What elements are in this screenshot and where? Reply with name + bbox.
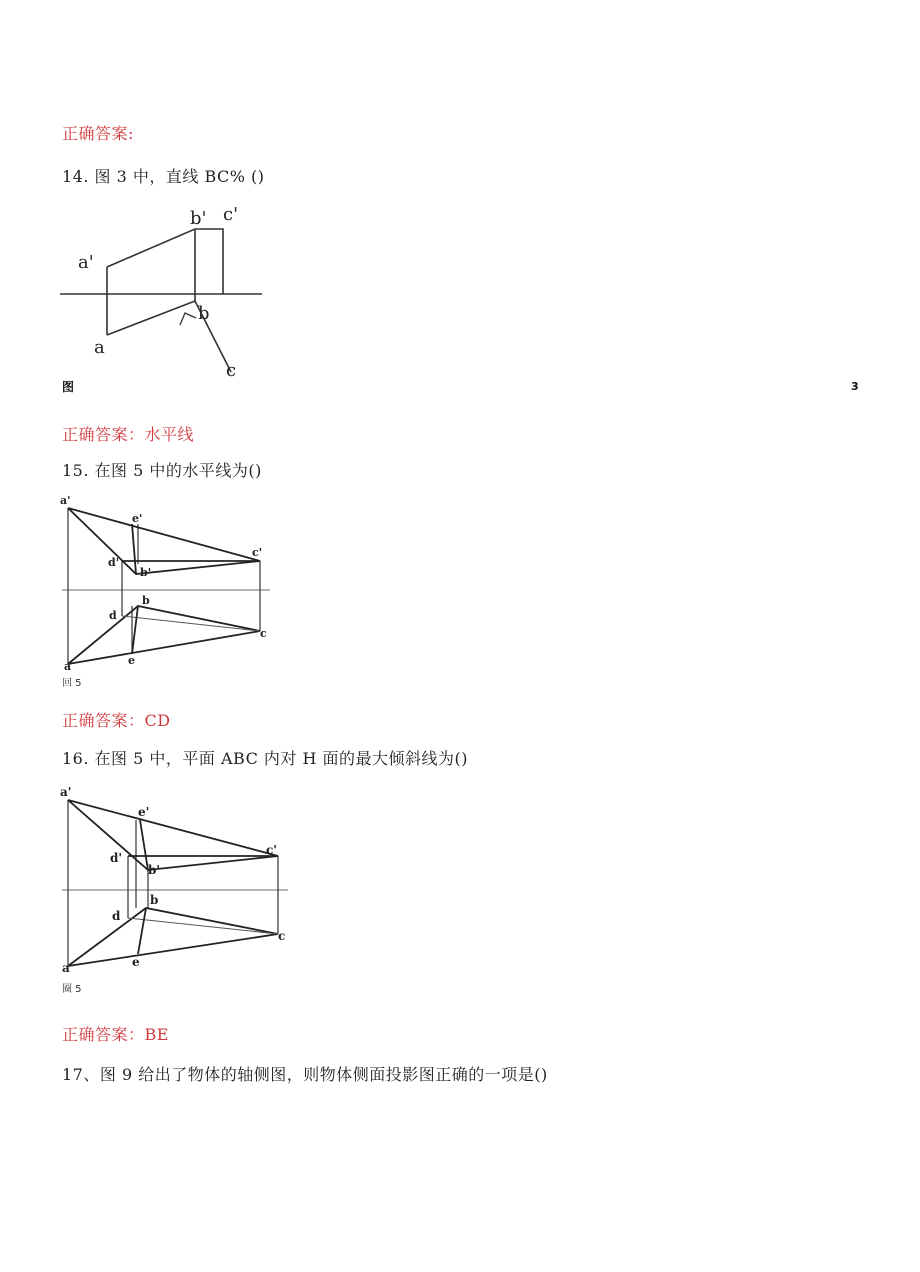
label-b: b: [150, 893, 159, 907]
label-d-prime: d': [108, 556, 120, 569]
line-be-vertical: [140, 820, 148, 870]
question-15: 15. 在图 5 中的水平线为(): [62, 461, 262, 480]
label-c-prime: c': [252, 546, 263, 559]
figure-5-q15: [56, 494, 276, 672]
label-d: d: [112, 909, 121, 923]
label-a: a: [62, 961, 70, 974]
question-17: 17、图 9 给出了物体的轴侧图，则物体侧面投影图正确的一项是(): [62, 1065, 548, 1084]
label-d-prime: d': [110, 851, 123, 865]
line-be-horizontal: [138, 908, 146, 954]
label-b-prime: b': [148, 863, 161, 877]
label-b: b: [198, 303, 210, 324]
right-angle-mark: [180, 313, 196, 325]
label-a-prime: a': [78, 252, 94, 273]
triangle-abc-vertical: [68, 508, 263, 574]
line-dc-horizontal: [122, 616, 260, 631]
triangle-abc-horizontal: [68, 908, 278, 966]
label-c: c: [260, 627, 267, 640]
label-e-prime: e': [138, 805, 150, 819]
label-e-prime: e': [132, 512, 143, 525]
label-e: e: [132, 955, 140, 969]
figure-5-q15-caption: 回 5: [62, 678, 82, 689]
figure-5-q16-caption: 圈 5: [62, 984, 82, 995]
line-be-vertical: [132, 524, 136, 574]
horizontal-projection: [107, 301, 231, 372]
figure-3-drawing: [56, 200, 276, 378]
label-c: c: [226, 360, 237, 378]
label-c-prime: c': [223, 204, 239, 225]
line-be-horizontal: [132, 606, 138, 654]
figure-3-caption-left: 图: [62, 380, 75, 394]
figure-3: [56, 200, 276, 378]
line-dc-horizontal: [128, 918, 278, 934]
figure-5-q16: [58, 784, 298, 974]
vertical-projection: [107, 229, 223, 294]
answer-16: 正确答案：BE: [62, 1025, 169, 1044]
figure-3-caption-right: 3: [851, 380, 859, 393]
label-a-prime: a': [60, 785, 72, 799]
question-16: 16. 在图 5 中，平面 ABC 内对 H 面的最大倾斜线为(): [62, 749, 469, 768]
question-14: 14. 图 3 中，直线 BC% (): [62, 167, 265, 186]
label-d: d: [109, 609, 117, 622]
label-b-prime: b': [190, 208, 207, 229]
answer-14: 正确答案：水平线: [62, 425, 195, 444]
triangle-abc-horizontal: [68, 606, 260, 664]
label-a: a: [64, 660, 72, 672]
label-c-prime: c': [266, 843, 277, 857]
answer-13: 正确答案:: [62, 124, 134, 143]
label-a: a: [94, 337, 105, 358]
figure-5-q15-drawing: [56, 494, 276, 672]
label-b: b: [142, 594, 150, 607]
answer-15: 正确答案：CD: [62, 711, 171, 730]
label-b-prime: b': [140, 566, 152, 579]
figure-5-q16-drawing: [58, 784, 298, 974]
label-a-prime: a': [60, 494, 71, 507]
label-e: e: [128, 654, 135, 667]
triangle-abc-vertical: [68, 800, 278, 870]
label-c: c: [278, 929, 286, 943]
